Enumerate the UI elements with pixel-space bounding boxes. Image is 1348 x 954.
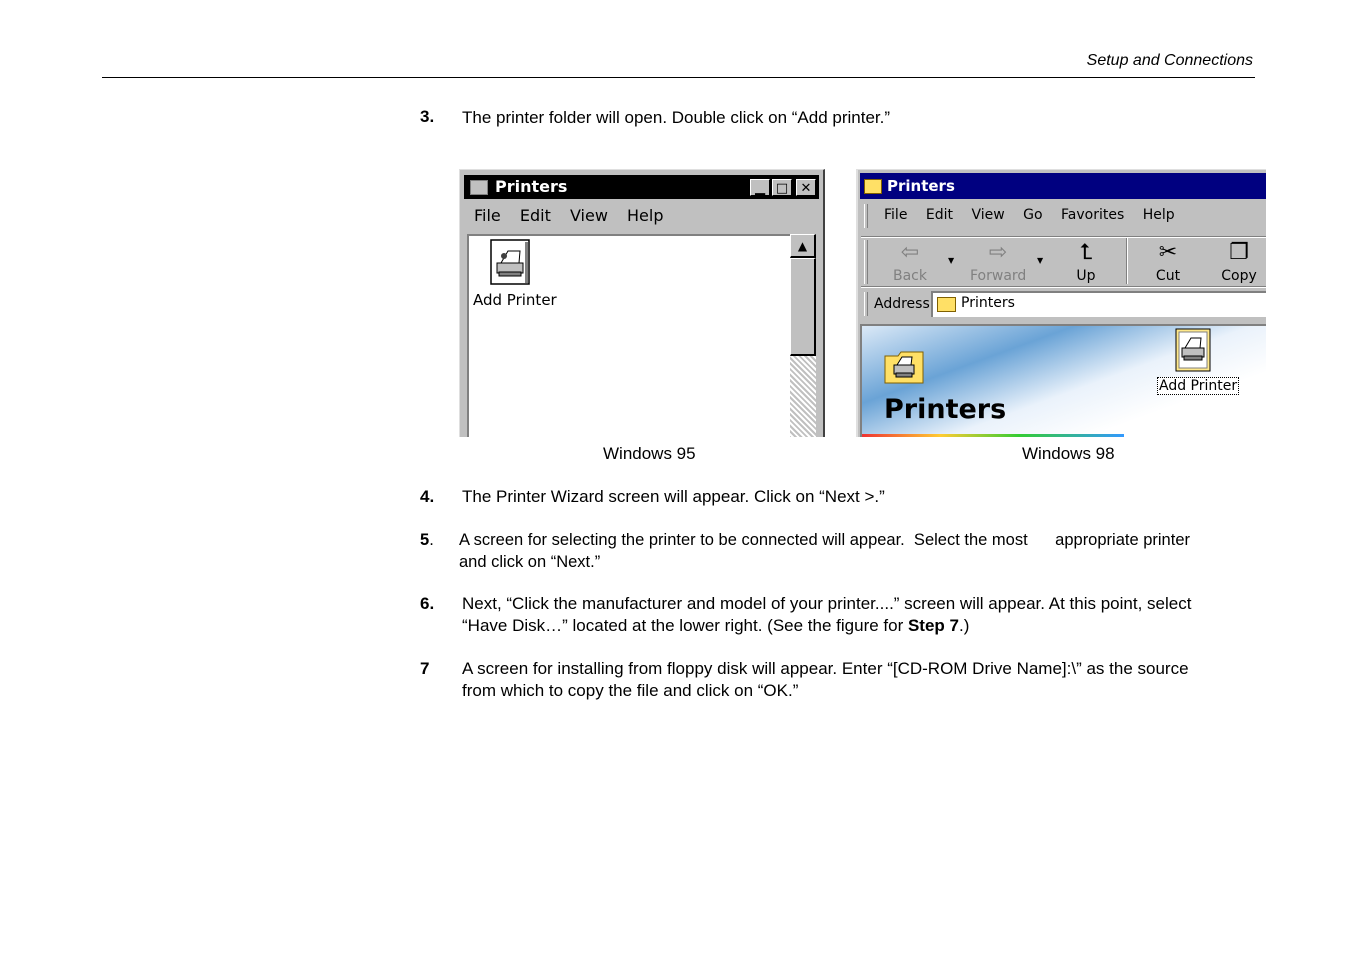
minimize-icon: ▁ xyxy=(755,181,765,196)
menu-edit[interactable]: Edit xyxy=(519,206,551,225)
up-button[interactable] xyxy=(1058,238,1114,284)
toolbar-divider xyxy=(1126,238,1128,284)
printer-folder-large-icon xyxy=(884,350,924,384)
menu-file[interactable]: File xyxy=(474,206,501,225)
step-number: 7 xyxy=(420,659,430,678)
win98-window-title: Printers xyxy=(887,177,955,195)
step-reference: Step 7 xyxy=(907,616,959,635)
back-arrow-icon: ⇦ xyxy=(900,240,920,265)
arrow-up-icon: ▲ xyxy=(797,239,808,253)
menu-edit[interactable]: Edit xyxy=(925,207,954,223)
maximize-button[interactable] xyxy=(772,179,792,196)
back-dropdown-icon[interactable]: ▼ xyxy=(948,256,955,265)
menu-file[interactable]: File xyxy=(884,207,908,223)
page-header-title: Setup and Connections xyxy=(1086,52,1253,69)
win95-window-title: Printers xyxy=(495,177,568,196)
close-icon: ✕ xyxy=(800,181,812,196)
menu-grip xyxy=(864,204,868,228)
close-button[interactable] xyxy=(796,179,816,196)
address-bar[interactable] xyxy=(931,291,1266,317)
address-grip xyxy=(864,292,868,316)
step-number: 6. xyxy=(420,594,435,613)
step-text: The Printer Wizard screen will appear. Click on “Next >.” xyxy=(462,487,885,506)
back-label: Back xyxy=(893,268,927,284)
toolbar-grip xyxy=(864,240,868,284)
step-number: 5. xyxy=(420,531,434,549)
step-text: A screen for installing from floppy disk will appear. Enter “[CD-ROM Drive Name]:\” as the source from which to copy the file and click on “OK.” xyxy=(462,659,1189,700)
address-separator xyxy=(861,286,1266,288)
menu-view[interactable]: View xyxy=(971,207,1005,223)
win95-menu-bar xyxy=(474,206,678,225)
minimize-button[interactable] xyxy=(750,179,770,196)
scroll-up-button[interactable] xyxy=(790,234,816,258)
vertical-scrollbar[interactable] xyxy=(790,234,816,437)
folder-heading: Printers xyxy=(884,394,1007,425)
maximize-icon: □ xyxy=(775,181,789,196)
add-printer-label[interactable]: Add Printer xyxy=(473,291,557,309)
menu-help[interactable]: Help xyxy=(1142,207,1175,223)
forward-arrow-icon: ⇨ xyxy=(988,240,1008,265)
cut-button[interactable] xyxy=(1140,238,1196,284)
add-printer-icon[interactable] xyxy=(1174,328,1214,372)
address-label: Address xyxy=(874,296,930,312)
step-text: Next, “Click the manufacturer and model of your printer....” screen will appear. At this point, select “Have Disk…” located at the lower right. (See the figure for Step 7.) xyxy=(462,594,1192,635)
menu-favorites[interactable]: Favorites xyxy=(1061,207,1125,223)
up-label: Up xyxy=(1076,268,1096,284)
printer-folder-icon xyxy=(937,297,956,312)
heading-underline xyxy=(862,434,1124,437)
scroll-thumb[interactable] xyxy=(790,258,816,356)
forward-dropdown-icon[interactable]: ▼ xyxy=(1037,256,1044,265)
win98-printers-window xyxy=(856,169,1266,437)
step-text: A screen for selecting the printer to be connected will appear. Select the most appropriate printer and click on “Next.” xyxy=(459,531,1195,571)
win98-folder-view xyxy=(860,324,1266,437)
step-number: 4. xyxy=(420,487,435,506)
up-folder-icon: ⮤ xyxy=(1079,240,1093,265)
cut-label: Cut xyxy=(1155,268,1181,284)
step-number: 3. xyxy=(420,107,435,126)
win98-title-bar[interactable] xyxy=(860,173,1266,199)
win95-folder-pane xyxy=(467,234,794,437)
scissors-icon: ✂ xyxy=(1158,240,1178,265)
caption-win98: Windows 98 xyxy=(1022,444,1115,463)
forward-button[interactable] xyxy=(970,238,1026,284)
back-button[interactable] xyxy=(882,238,938,284)
menu-view[interactable]: View xyxy=(569,206,608,225)
add-printer-label[interactable]: Add Printer xyxy=(1159,378,1238,394)
forward-label: Forward xyxy=(970,268,1027,284)
printer-folder-icon xyxy=(864,179,882,194)
win95-printers-window xyxy=(459,169,825,437)
step-text: The printer folder will open. Double click on “Add printer.” xyxy=(462,108,891,127)
copy-button[interactable] xyxy=(1211,238,1266,284)
caption-win95: Windows 95 xyxy=(603,444,696,463)
printer-folder-icon xyxy=(470,180,488,195)
menu-help[interactable]: Help xyxy=(627,206,664,225)
header-rule xyxy=(102,77,1255,78)
copy-label: Copy xyxy=(1221,268,1257,284)
win98-menu-bar xyxy=(884,207,1189,223)
address-value: Printers xyxy=(961,295,1015,311)
menu-go[interactable]: Go xyxy=(1023,207,1043,223)
win95-title-bar[interactable] xyxy=(464,175,819,199)
add-printer-icon[interactable] xyxy=(490,239,530,285)
copy-icon: ❐ xyxy=(1229,240,1249,265)
